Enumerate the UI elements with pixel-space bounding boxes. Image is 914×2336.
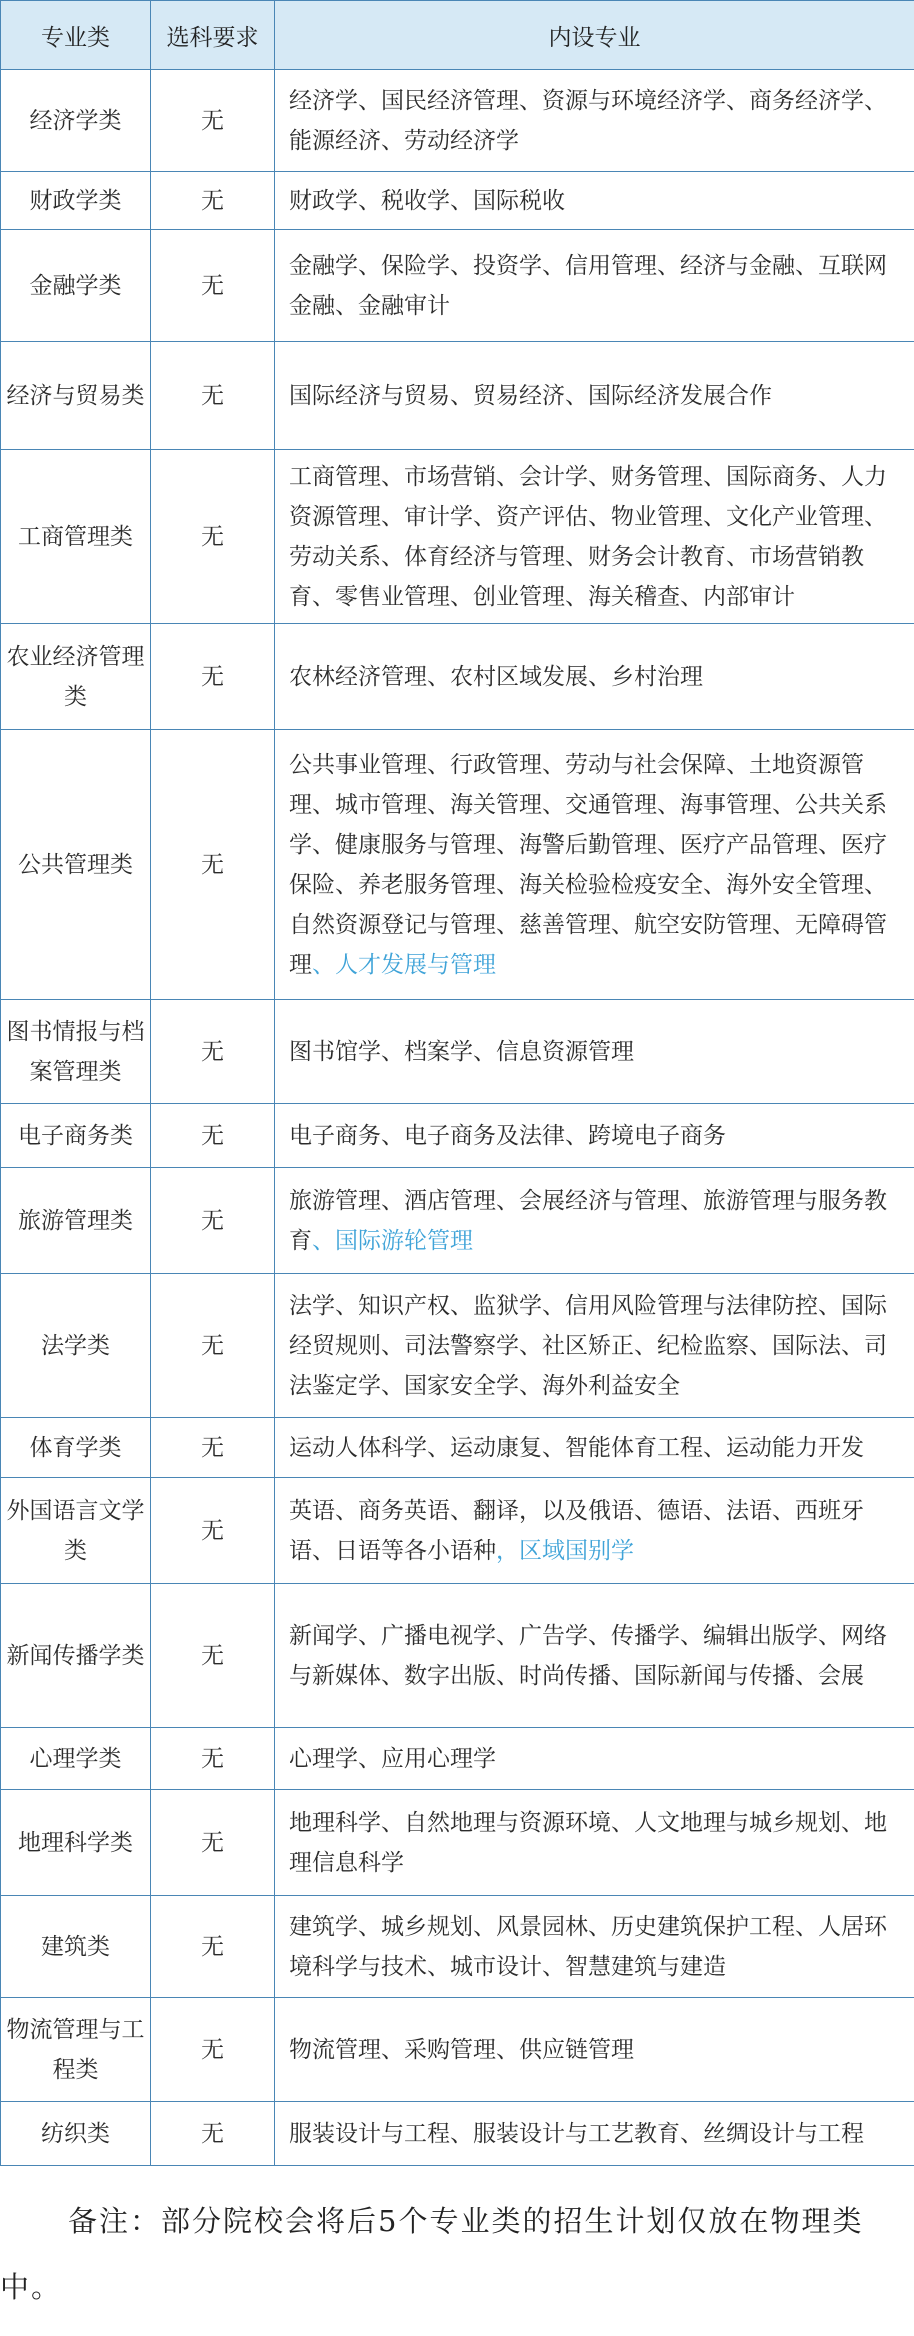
- majors-text: 农林经济管理、农村区域发展、乡村治理: [289, 663, 703, 690]
- majors-text: 经济学、国民经济管理、资源与环境经济学、商务经济学、能源经济、劳动经济学: [289, 87, 887, 154]
- majors-cell: [275, 1478, 914, 1584]
- majors-text: 新闻学、广播电视学、广告学、传播学、编辑出版学、网络与新媒体、数字出版、时尚传播、国际新闻与传播、会展: [289, 1622, 887, 1689]
- category-cell: 工商管理类: [1, 450, 151, 624]
- table-row: [1, 1998, 914, 2102]
- category-cell: 图书情报与档案管理类: [1, 1000, 151, 1104]
- requirement-cell: 无: [151, 342, 275, 450]
- majors-cell: [275, 1104, 914, 1168]
- footnote: 备注：部分院校会将后5个专业类的招生计划仅放在物理类中。: [0, 2204, 864, 2304]
- majors-text: 财政学、税收学、国际税收: [289, 187, 565, 214]
- requirement-cell: 无: [151, 1478, 275, 1584]
- requirement-cell: 无: [151, 730, 275, 1000]
- majors-cell: [275, 1728, 914, 1790]
- majors-cell: [275, 230, 914, 342]
- table-row: [1, 172, 914, 230]
- majors-text: 旅游管理、酒店管理、会展经济与管理、旅游管理与服务教育: [289, 1187, 887, 1254]
- majors-cell: [275, 1584, 914, 1728]
- table-row: [1, 1728, 914, 1790]
- header-majors: 内设专业: [275, 1, 914, 70]
- majors-cell: [275, 1000, 914, 1104]
- majors-extra-text: ，区域国别学: [496, 1537, 634, 1564]
- majors-cell: [275, 1896, 914, 1998]
- majors-text: 运动人体科学、运动康复、智能体育工程、运动能力开发: [289, 1434, 864, 1461]
- category-cell: 财政学类: [1, 172, 151, 230]
- requirement-cell: 无: [151, 230, 275, 342]
- category-cell: 新闻传播学类: [1, 1584, 151, 1728]
- category-cell: 心理学类: [1, 1728, 151, 1790]
- majors-text: 金融学、保险学、投资学、信用管理、经济与金融、互联网金融、金融审计: [289, 252, 887, 319]
- majors-extra-text: 、人才发展与管理: [312, 951, 496, 978]
- majors-cell: [275, 730, 914, 1000]
- majors-text: 工商管理、市场营销、会计学、财务管理、国际商务、人力资源管理、审计学、资产评估、物业管理、文化产业管理、劳动关系、体育经济与管理、财务会计教育、市场营销教育、零售业管理、创业管理、海关稽查、内部审计: [289, 463, 887, 610]
- table-row: [1, 1584, 914, 1728]
- requirement-cell: 无: [151, 2102, 275, 2166]
- majors-cell: [275, 1168, 914, 1274]
- table-row: [1, 1478, 914, 1584]
- majors-cell: [275, 450, 914, 624]
- majors-cell: [275, 624, 914, 730]
- table-row: [1, 624, 914, 730]
- majors-cell: [275, 2102, 914, 2166]
- majors-text: 电子商务、电子商务及法律、跨境电子商务: [289, 1122, 726, 1149]
- category-cell: 经济学类: [1, 70, 151, 172]
- table-row: [1, 1104, 914, 1168]
- table-row: [1, 230, 914, 342]
- category-cell: 建筑类: [1, 1896, 151, 1998]
- requirement-cell: 无: [151, 1998, 275, 2102]
- requirement-cell: 无: [151, 624, 275, 730]
- majors-text: 物流管理、采购管理、供应链管理: [289, 2036, 634, 2063]
- majors-cell: [275, 172, 914, 230]
- majors-text: 地理科学、自然地理与资源环境、人文地理与城乡规划、地理信息科学: [289, 1809, 887, 1876]
- requirement-cell: 无: [151, 1728, 275, 1790]
- requirement-cell: 无: [151, 1790, 275, 1896]
- category-cell: 电子商务类: [1, 1104, 151, 1168]
- category-cell: 金融学类: [1, 230, 151, 342]
- table-row: [1, 730, 914, 1000]
- table-row: [1, 1896, 914, 1998]
- table-row: [1, 342, 914, 450]
- majors-cell: [275, 1274, 914, 1418]
- category-cell: 体育学类: [1, 1418, 151, 1478]
- majors-text: 心理学、应用心理学: [289, 1745, 496, 1772]
- category-cell: 地理科学类: [1, 1790, 151, 1896]
- table-row: [1, 1168, 914, 1274]
- majors-cell: [275, 70, 914, 172]
- category-cell: 法学类: [1, 1274, 151, 1418]
- table-row: [1, 1790, 914, 1896]
- table-row: [1, 1274, 914, 1418]
- majors-cell: [275, 1790, 914, 1896]
- majors-text: 法学、知识产权、监狱学、信用风险管理与法律防控、国际经贸规则、司法警察学、社区矫正、纪检监察、国际法、司法鉴定学、国家安全学、海外利益安全: [289, 1292, 887, 1399]
- category-cell: 纺织类: [1, 2102, 151, 2166]
- majors-text: 英语、商务英语、翻译，以及俄语、德语、法语、西班牙语、日语等各小语种: [289, 1497, 864, 1564]
- table-row: [1, 450, 914, 624]
- requirement-cell: 无: [151, 70, 275, 172]
- header-requirement: 选科要求: [151, 1, 275, 70]
- category-cell: 旅游管理类: [1, 1168, 151, 1274]
- requirement-cell: 无: [151, 172, 275, 230]
- requirement-cell: 无: [151, 1104, 275, 1168]
- category-cell: 外国语言文学类: [1, 1478, 151, 1584]
- requirement-cell: 无: [151, 1168, 275, 1274]
- majors-text: 公共事业管理、行政管理、劳动与社会保障、土地资源管理、城市管理、海关管理、交通管理、海事管理、公共关系学、健康服务与管理、海警后勤管理、医疗产品管理、医疗保险、养老服务管理、海关检验检疫安全、海外安全管理、自然资源登记与管理、慈善管理、航空安防管理、无障碍管理: [289, 751, 887, 978]
- requirement-cell: 无: [151, 450, 275, 624]
- majors-extra-text: 、国际游轮管理: [312, 1227, 473, 1254]
- majors-text: 建筑学、城乡规划、风景园林、历史建筑保护工程、人居环境科学与技术、城市设计、智慧建筑与建造: [289, 1913, 887, 1980]
- requirement-cell: 无: [151, 1418, 275, 1478]
- majors-text: 图书馆学、档案学、信息资源管理: [289, 1038, 634, 1065]
- majors-cell: [275, 342, 914, 450]
- requirement-cell: 无: [151, 1896, 275, 1998]
- table-header-row: [1, 1, 914, 70]
- majors-cell: [275, 1998, 914, 2102]
- requirement-cell: 无: [151, 1274, 275, 1418]
- majors-cell: [275, 1418, 914, 1478]
- header-category: 专业类: [1, 1, 151, 70]
- majors-text: 国际经济与贸易、贸易经济、国际经济发展合作: [289, 382, 772, 409]
- category-cell: 物流管理与工程类: [1, 1998, 151, 2102]
- majors-text: 服装设计与工程、服装设计与工艺教育、丝绸设计与工程: [289, 2120, 864, 2147]
- table-row: [1, 1418, 914, 1478]
- requirement-cell: 无: [151, 1584, 275, 1728]
- table-row: [1, 70, 914, 172]
- category-cell: 公共管理类: [1, 730, 151, 1000]
- table-row: [1, 2102, 914, 2166]
- category-cell: 经济与贸易类: [1, 342, 151, 450]
- requirement-cell: 无: [151, 1000, 275, 1104]
- table-row: [1, 1000, 914, 1104]
- category-cell: 农业经济管理类: [1, 624, 151, 730]
